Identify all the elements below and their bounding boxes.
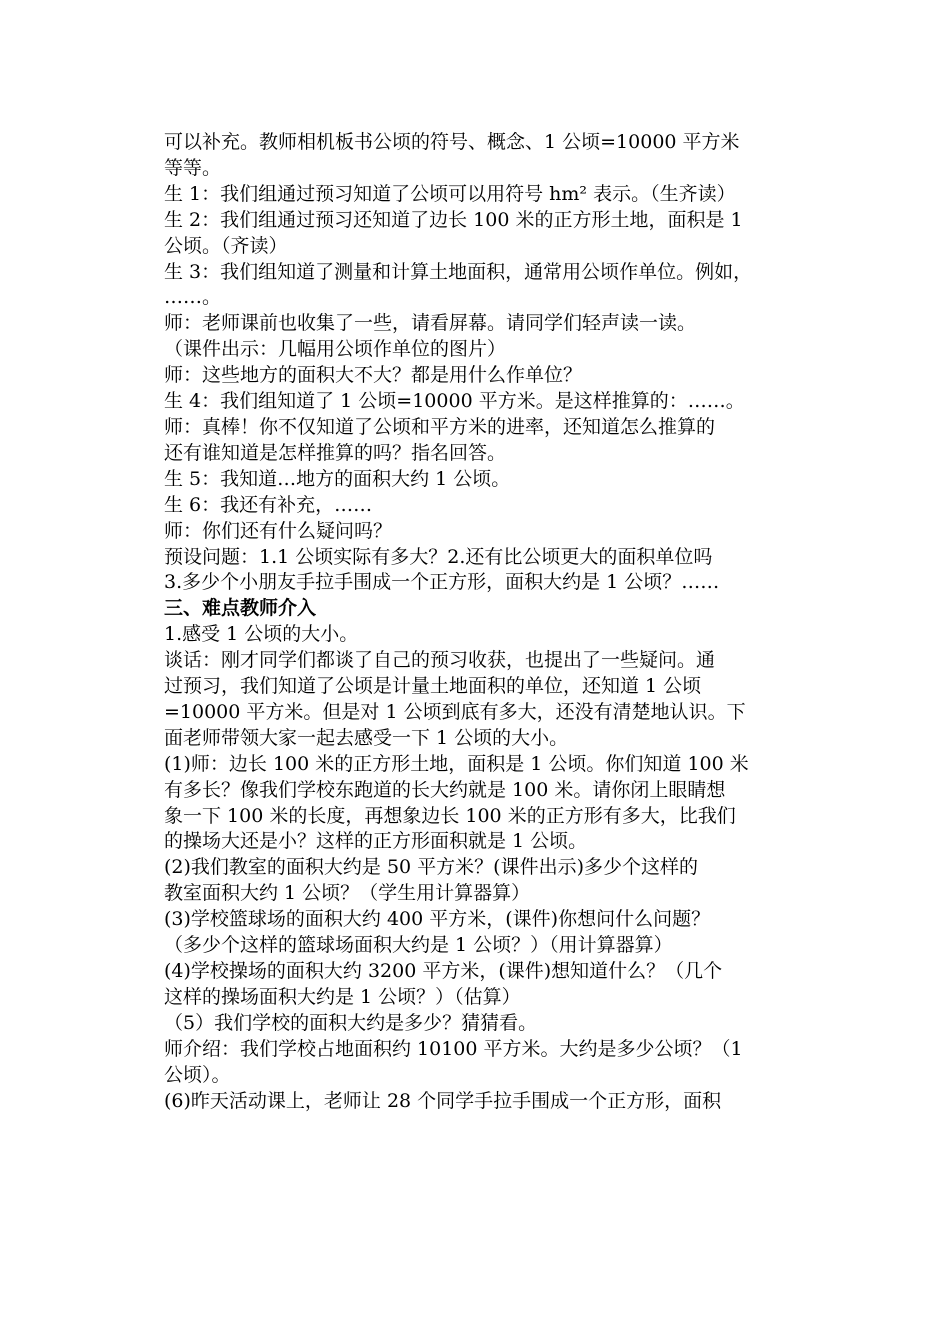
text-line: 生 6：我还有补充，…… (164, 493, 373, 516)
text-line: ……。 (164, 286, 222, 309)
text-line: 生 3：我们组知道了测量和计算土地面积，通常用公顷作单位。例如， (164, 260, 753, 283)
section-heading: 三、难点教师介入 (164, 597, 317, 620)
text-line: 过预习，我们知道了公顷是计量土地面积的单位，还知道 1 公顷 (164, 675, 702, 698)
text-line: （多少个这样的篮球场面积大约是 1 公顷？）（用计算器算） (164, 934, 673, 957)
text-line: 师：老师课前也收集了一些，请看屏幕。请同学们轻声读一读。 (164, 312, 697, 335)
text-line: (6)昨天活动课上，老师让 28 个同学手拉手围成一个正方形，面积 (164, 1089, 722, 1112)
text-line: 师：这些地方的面积大不大？都是用什么作单位？ (164, 364, 583, 387)
text-line: 谈话：刚才同学们都谈了自己的预习收获，也提出了一些疑问。通 (164, 649, 716, 672)
text-line: 有多长？像我们学校东跑道的长大约就是 100 米。请你闭上眼睛想 (164, 778, 726, 801)
text-line: 师介绍：我们学校占地面积约 10100 平方米。大约是多少公顷？（1 (164, 1037, 743, 1060)
text-line: 师：你们还有什么疑问吗？ (164, 519, 393, 542)
text-line: 3.多少个小朋友手拉手围成一个正方形，面积大约是 1 公顷？…… (164, 571, 720, 594)
text-line: (1)师：边长 100 米的正方形土地，面积是 1 公顷。你们知道 100 米 (164, 752, 749, 775)
text-line: 公顷。（齐读） (164, 234, 288, 257)
text-line: (2)我们教室的面积大约是 50 平方米？(课件出示)多少个这样的 (164, 856, 698, 879)
text-line: 生 2：我们组通过预习还知道了边长 100 米的正方形土地，面积是 1 (164, 208, 743, 231)
text-line: 1.感受 1 公顷的大小。 (164, 623, 359, 646)
text-line: 生 1：我们组通过预习知道了公顷可以用符号 hm² 表示。（生齐读） (164, 182, 736, 205)
text-line: （课件出示：几幅用公顷作单位的图片） (164, 338, 507, 361)
text-line: 面老师带领大家一起去感受一下 1 公顷的大小。 (164, 726, 569, 749)
text-line: 这样的操场面积大约是 1 公顷？）（估算） (164, 985, 521, 1008)
text-line: (3)学校篮球场的面积大约 400 平方米，(课件)你想问什么问题？ (164, 908, 711, 931)
text-line: 还有谁知道是怎样推算的吗？指名回答。 (164, 441, 507, 464)
document-page (164, 130, 794, 1114)
text-line: （5）我们学校的面积大约是多少？猜猜看。 (164, 1011, 538, 1034)
text-line: (4)学校操场的面积大约 3200 平方米，(课件)想知道什么？（几个 (164, 960, 723, 982)
text-line: 可以补充。教师相机板书公顷的符号、概念、1 公顷=10000 平方米 (164, 131, 740, 153)
text-line: =10000 平方米。但是对 1 公顷到底有多大，还没有清楚地认识。下 (164, 700, 746, 723)
text-line: 教室面积大约 1 公顷？（学生用计算器算） (164, 882, 531, 905)
text-line: 生 4：我们组知道了 1 公顷=10000 平方米。是这样推算的：……。 (164, 390, 745, 413)
text-line: 师：真棒！你不仅知道了公顷和平方米的进率，还知道怎么推算的 (164, 415, 716, 438)
text-line: 等等。 (164, 156, 222, 179)
text-line: 生 5：我知道…地方的面积大约 1 公顷。 (164, 467, 511, 490)
text-line: 预设问题：1.1 公顷实际有多大？2.还有比公顷更大的面积单位吗 (164, 545, 713, 568)
text-line: 公顷）。 (164, 1063, 231, 1086)
text-line: 的操场大还是小？这样的正方形面积就是 1 公顷。 (164, 830, 588, 853)
text-line: 象一下 100 米的长度，再想象边长 100 米的正方形有多大，比我们 (164, 804, 736, 827)
